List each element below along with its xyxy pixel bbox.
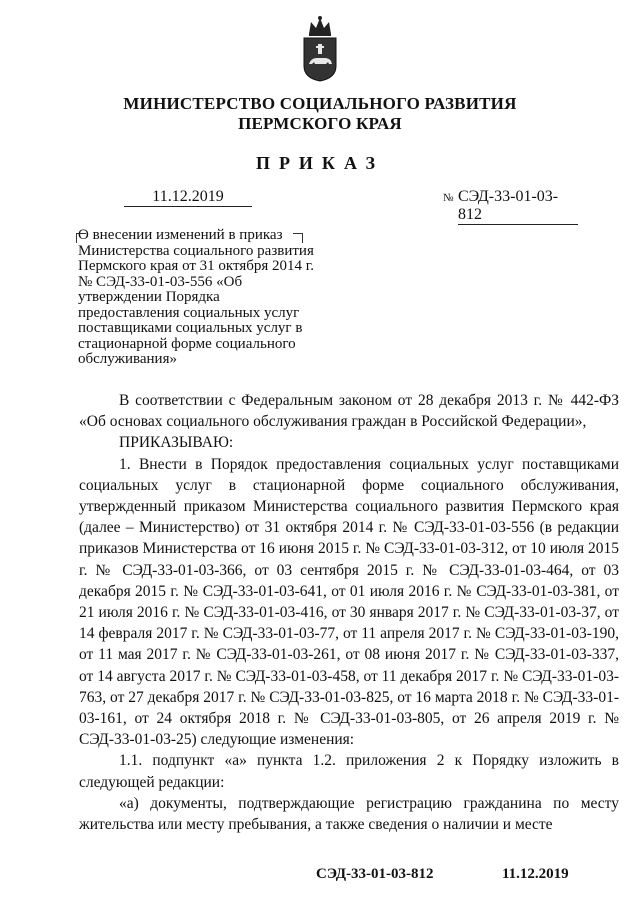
footer-document-date: 11.12.2019	[502, 866, 569, 882]
document-type-title: ПРИКАЗ	[255, 153, 385, 173]
coat-of-arms-icon	[301, 14, 339, 82]
number-sign: №	[443, 192, 454, 204]
ministry-name-line1: МИНИСТЕРСТВО СОЦИАЛЬНОГО РАЗВИТИЯ	[123, 94, 517, 113]
clause-1-1-text: «а) документы, подтверждающие регистрацию гражданина по месту жительства или месту пребывания, а также сведения о наличии и месте	[79, 794, 619, 834]
preamble-paragraph: В соответствии с Федеральным законом от 28 декабря 2013 г. № 442-ФЗ «Об основах социального обслуживания граждан в Российской Федерации»,	[79, 392, 619, 431]
order-date: 11.12.2019	[124, 188, 252, 207]
ministry-name-line2: ПЕРМСКОГО КРАЯ	[238, 114, 402, 133]
clause-1-1: 1.1. подпункт «а» пункта 1.2. приложения 2 к Порядку изложить в следующей редакции:	[79, 752, 619, 791]
order-directive: ПРИКАЗЫВАЮ:	[119, 434, 234, 452]
order-number: СЭД-33-01-03-812	[458, 188, 578, 225]
order-subject: О внесении изменений в приказ Министерства социального развития Пермского края от 31 октября 2014 г. № СЭД-33-01-03-556 «Об утверждении Порядка предоставления социальных услуг поставщиками социальных услуг в стационарной форме социального обслуживания»	[78, 227, 315, 367]
clause-1: 1. Внести в Порядок предоставления социальных услуг поставщиками социальных услуг в стационарной форме социального обслуживания, утвержденный приказом Министерства социального развития Пермского края (далее – Министерство) от 31 октября 2014 г. № СЭД-33-01-03-556 (в редакции приказов Министерства от 16 июня 2015 г. № СЭД-33-01-03-312, от 10 июля 2015 г. № СЭД-33-01-03-366, от 03 сентября 2015 г. № СЭД-33-01-03-464, от 03 декабря 2015 г. № СЭД-33-01-03-641, от 01 июля 2016 г. № СЭД-33-01-03-381, от 21 июля 2016 г. № СЭД-33-01-03-416, от 30 января 2017 г. № СЭД-33-01-03-37, от 14 февраля 2017 г. № СЭД-33-01-03-77, от 11 апреля 2017 г. № СЭД-33-01-03-190, от 11 мая 2017 г. № СЭД-33-01-03-261, от 08 июня 2017 г. № СЭД-33-01-03-337, от 14 августа 2017 г. № СЭД-33-01-03-458, от 11 декабря 2017 г. № СЭД-33-01-03-763, от 27 декабря 2017 г. № СЭД-33-01-03-825, от 16 марта 2018 г. № СЭД-33-01-03-161, от 24 октября 2018 г. № СЭД-33-01-03-805, от 26 апреля 2019 г. № СЭД-33-01-03-25) следующие изменения:	[79, 455, 619, 749]
footer-document-code: СЭД-33-01-03-812	[316, 866, 434, 882]
order-body	[79, 390, 619, 835]
